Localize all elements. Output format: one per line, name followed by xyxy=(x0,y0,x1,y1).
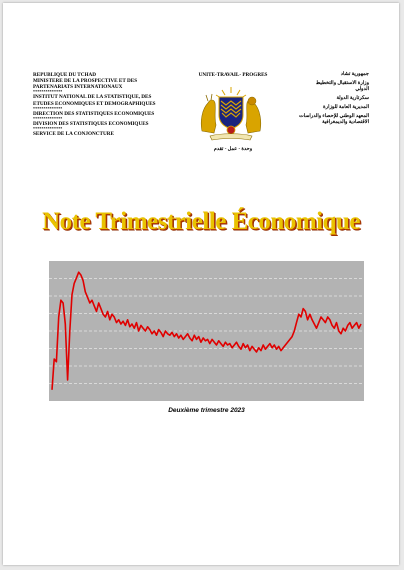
separator: ************** xyxy=(33,89,63,95)
cover-chart xyxy=(49,261,364,401)
separator: ************** xyxy=(33,115,63,121)
header-right-line: جمهورية تشاد xyxy=(340,72,369,77)
header-right-line: الاقتصادية والديمغرافية xyxy=(322,120,369,125)
national-motto-arabic: وحدة - عمل - تقدم xyxy=(213,147,253,152)
document-subtitle: Deuxième trimestre 2023 xyxy=(168,407,245,414)
header-right xyxy=(289,72,369,126)
header-right-line: الدولي xyxy=(355,87,369,92)
header-right-line: المديرية العامة للوزارة xyxy=(323,105,369,110)
header-left-line: DIRECTION DES STATISTIQUES ECONOMIQUES xyxy=(33,110,155,117)
header-left-line: SERVICE DE LA CONJONCTURE xyxy=(33,131,114,138)
header-left-line: INSTITUT NATIONAL DE LA STATISTIQUE, DES xyxy=(33,94,152,101)
header-left-line: REPUBLIQUE DU TCHAD xyxy=(33,72,97,78)
national-motto: UNITE-TRAVAIL- PROGRES xyxy=(198,72,268,78)
document-title: Note Trimestrielle Économique xyxy=(42,208,360,235)
header-left xyxy=(33,72,173,138)
header-right-line: سكرتارية الدولة xyxy=(336,96,369,101)
title-block xyxy=(3,208,399,236)
document-page xyxy=(3,3,399,565)
header-right-line: المعهد الوطني للإحصاء والدراسات xyxy=(298,114,369,119)
header-left-line: PARTENARIATS INTERNATIONAUX xyxy=(33,84,123,91)
separator: ************** xyxy=(33,105,63,111)
header-left-line: DIVISION DES STATISTIQUES ECONOMIQUES xyxy=(33,121,149,128)
chad-coat-of-arms-icon xyxy=(196,83,266,143)
header-left-line: MINISTERE DE LA PROSPECTIVE ET DES xyxy=(33,78,138,85)
header-left-line: ETUDES ECONOMIQUES ET DEMOGRAPHIQUES xyxy=(33,100,156,107)
header-right-line: وزارة الاستقبال والتخطيط xyxy=(315,81,369,86)
separator: ************** xyxy=(33,126,63,132)
